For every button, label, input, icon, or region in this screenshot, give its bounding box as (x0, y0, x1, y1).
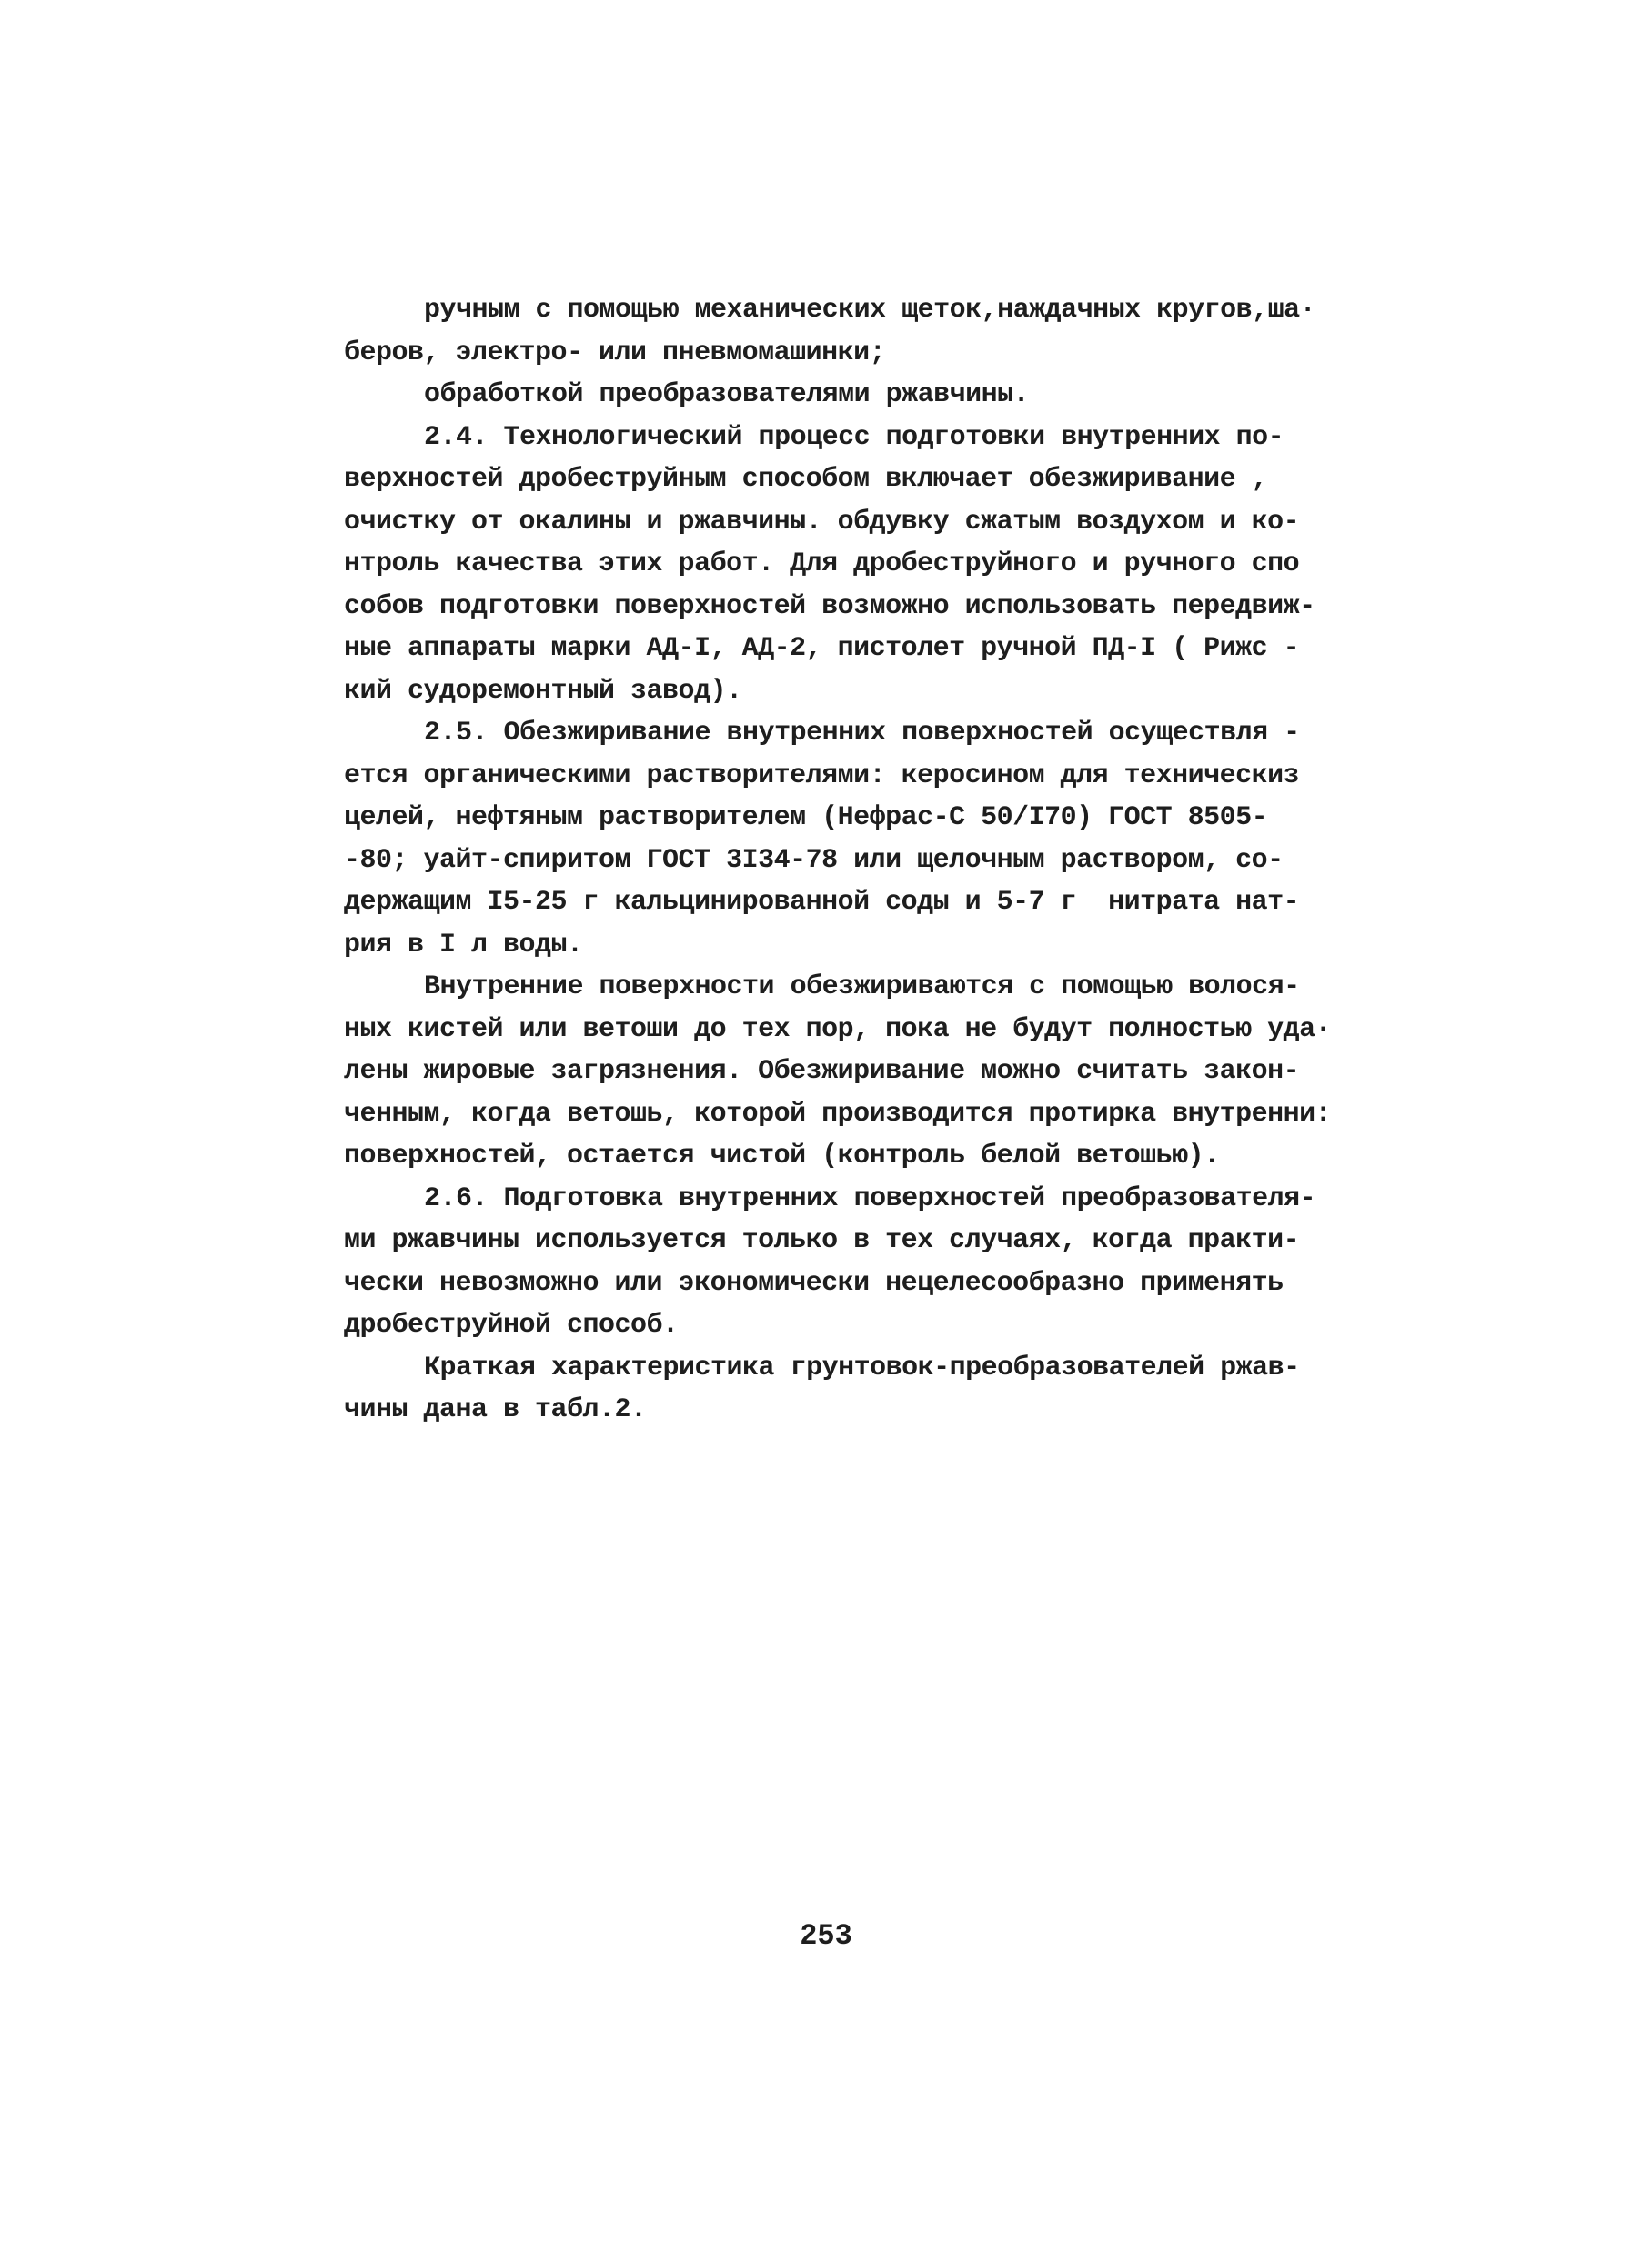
text-line: ется органическими растворителями: керосином для техническиз (344, 759, 1300, 791)
text-line: лены жировые загрязнения. Обезжиривание можно считать закон- (344, 1056, 1300, 1087)
text-line: кий судоремонтный завод). (344, 675, 742, 707)
text-line: ручным с помощью механических щеток,наждачных кругов,ша· (424, 295, 1316, 326)
text-line: верхностей дробеструйным способом включает обезжиривание , (344, 464, 1268, 495)
text-line: беров, электро- или пневмомашинки; (344, 337, 886, 368)
text-line: -80; уайт-спиритом ГОСТ 3I34-78 или щелочным раствором, со- (344, 844, 1284, 876)
text-line: поверхностей, остается чистой (контроль белой ветошью). (344, 1141, 1220, 1172)
text-line: 2.4. Технологический процесс подготовки внутренних по- (424, 421, 1284, 453)
text-line: собов подготовки поверхностей возможно использовать передвиж- (344, 590, 1315, 622)
text-line: ных кистей или ветоши до тех пор, пока не будут полностью уда· (344, 1013, 1332, 1045)
text-line: ми ржавчины используется только в тех случаях, когда практи- (344, 1225, 1300, 1256)
text-line: рия в I л воды. (344, 929, 583, 961)
text-line: обработкой преобразователями ржавчины. (424, 379, 1030, 410)
text-line: Внутренние поверхности обезжириваются с помощью волося- (424, 971, 1300, 1002)
text-line: нтроль качества этих работ. Для дробеструйного и ручного спо (344, 548, 1300, 579)
text-line: ченным, когда ветошь, которой производится протирка внутренни: (344, 1098, 1332, 1130)
text-line: 2.6. Подготовка внутренних поверхностей преобразователя- (424, 1182, 1316, 1214)
text-line: чины дана в табл.2. (344, 1394, 647, 1425)
text-line: держащим I5-25 г кальцинированной соды и 5-7 г нитрата нат- (344, 887, 1300, 918)
text-line: чески невозможно или экономически нецелесообразно применять (344, 1267, 1284, 1299)
text-line: очистку от окалины и ржавчины. обдувку сжатым воздухом и ко- (344, 506, 1300, 538)
text-line: 2.5. Обезжиривание внутренних поверхностей осуществля - (424, 718, 1300, 749)
text-line: ные аппараты марки АД-I, АД-2, пистолет ручной ПД-I ( Рижс - (344, 633, 1300, 664)
text-line: целей, нефтяным растворителем (Нефрас-С 50/I70) ГОСТ 8505- (344, 802, 1268, 833)
page-number: 253 (800, 1919, 852, 1953)
body-text (344, 289, 1390, 1432)
text-line: дробеструйной способ. (344, 1310, 679, 1341)
text-line: Краткая характеристика грунтовок-преобразователей ржав- (424, 1352, 1300, 1383)
